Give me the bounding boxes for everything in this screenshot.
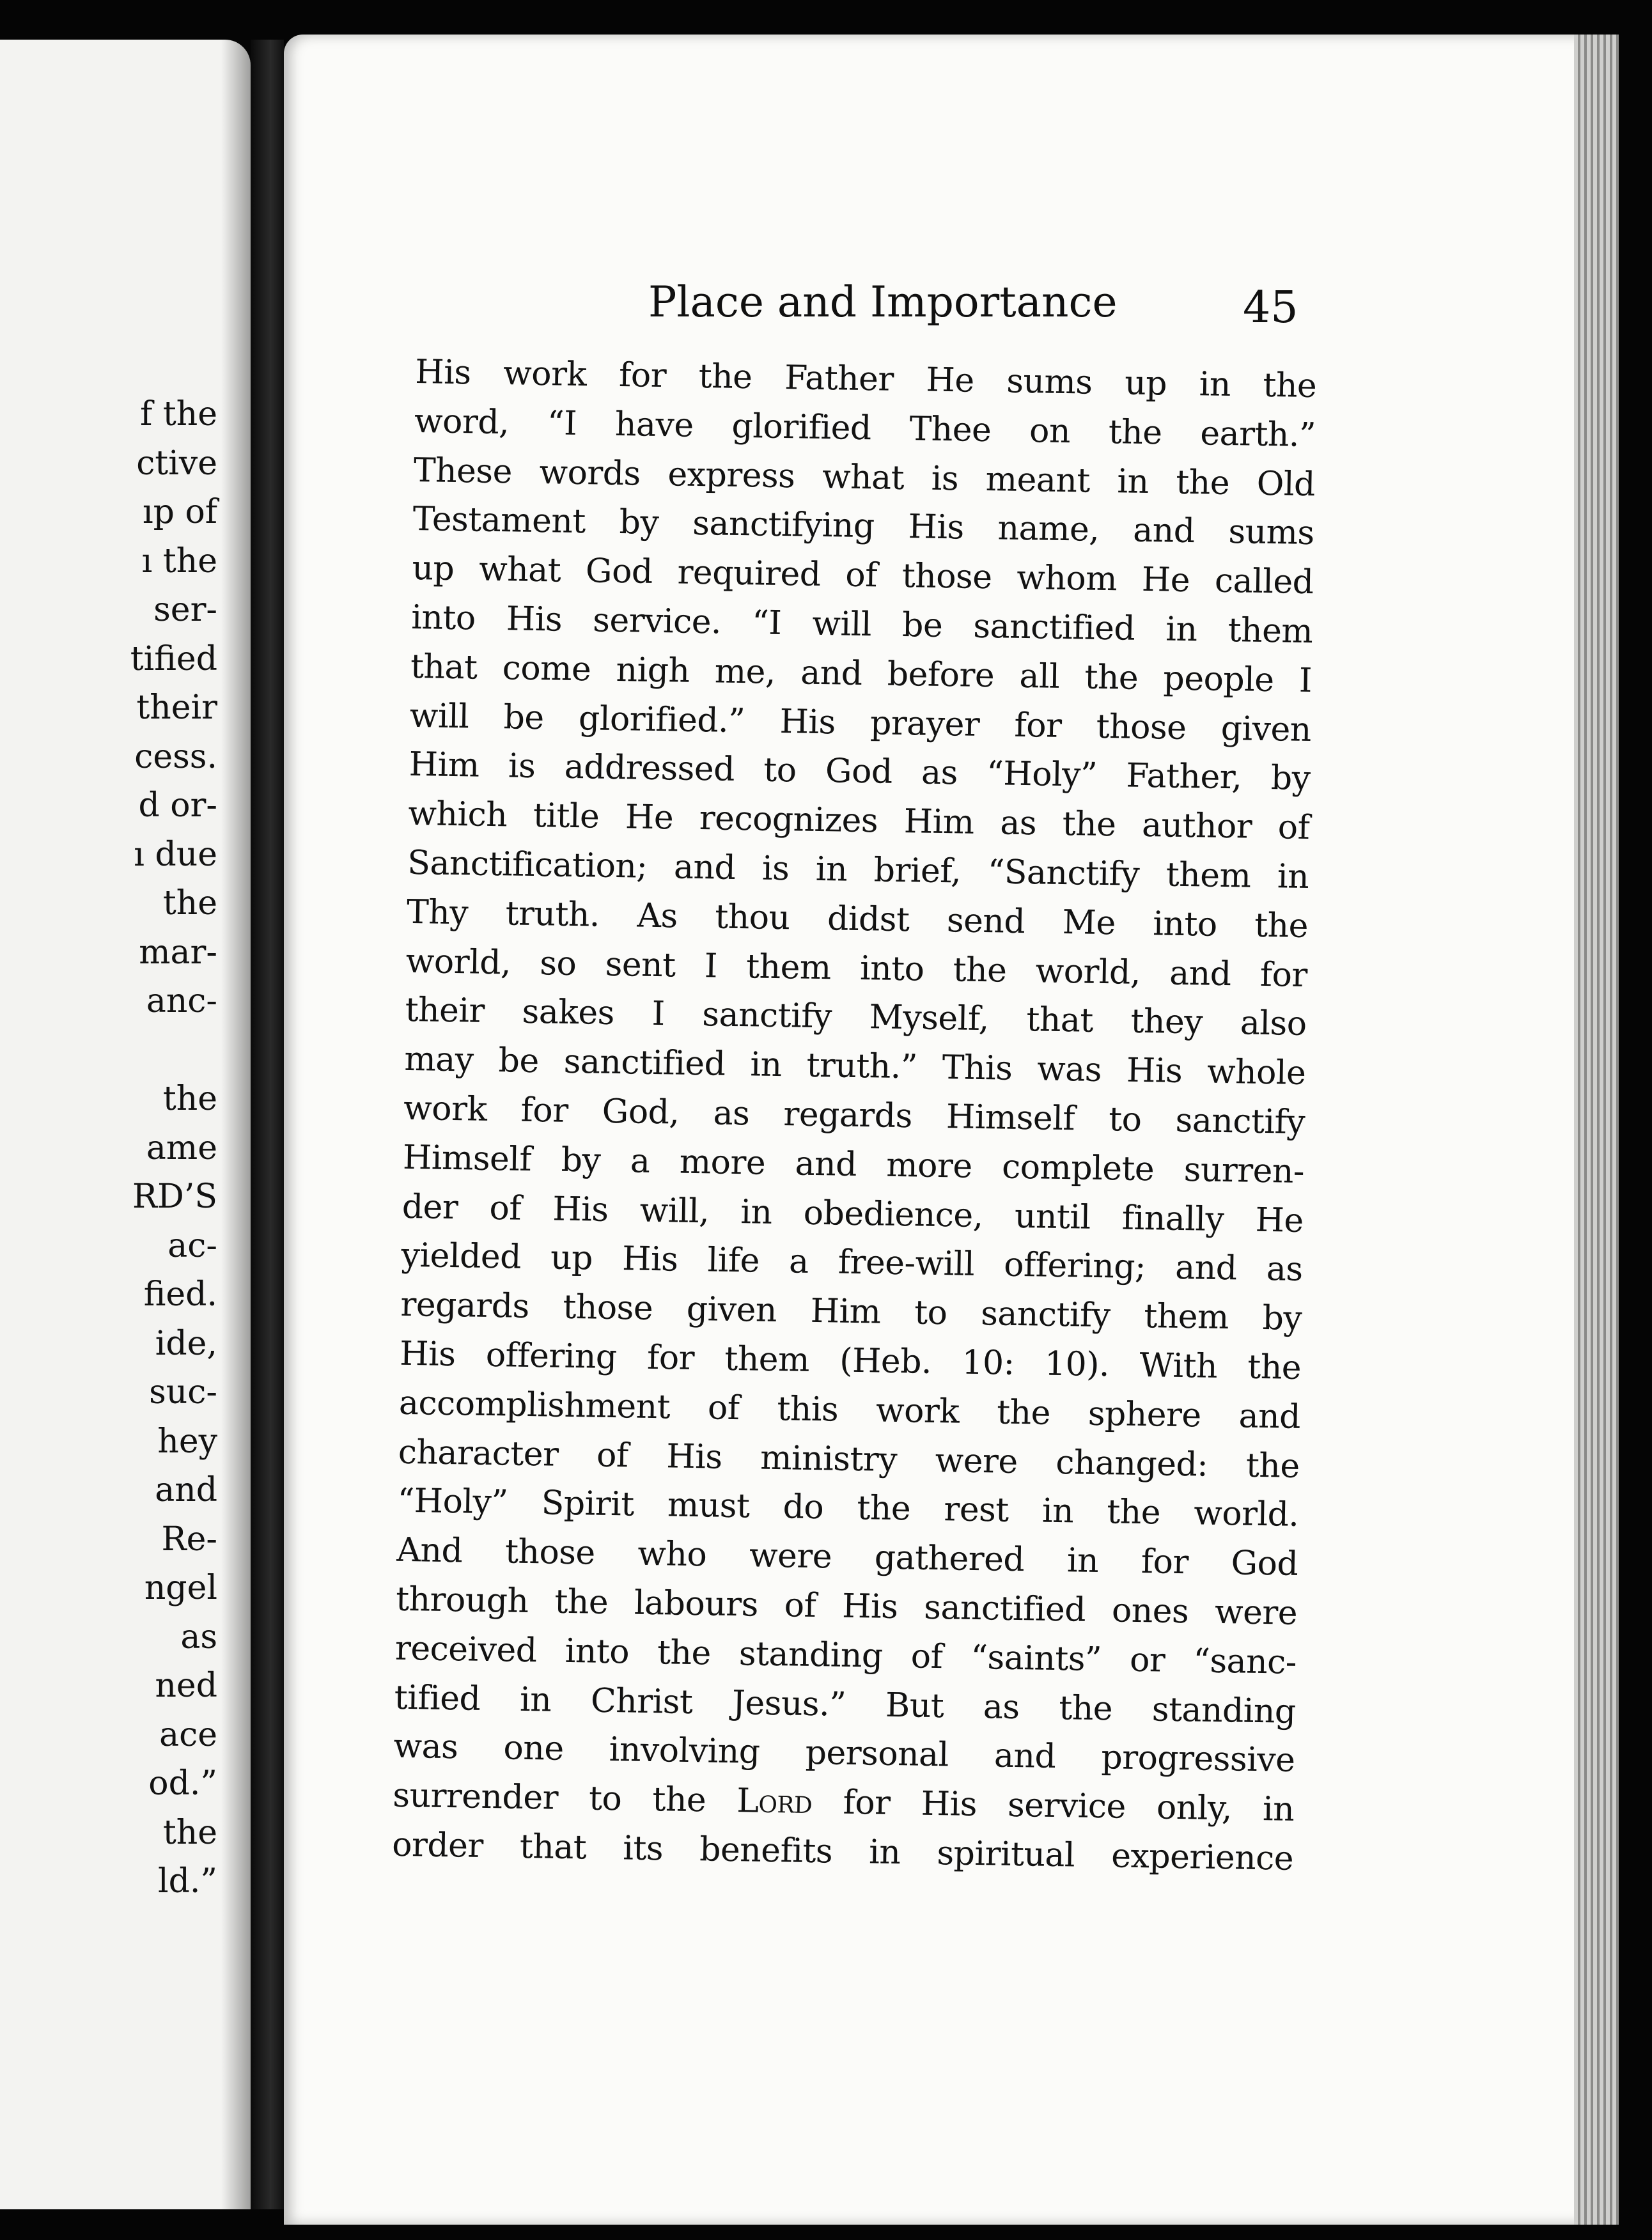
text-line: world, so sent I them into the world, and for (405, 942, 1308, 995)
text-line: yielded up His life a free-will offering; and as (401, 1236, 1303, 1289)
text-line: tified in Christ Jesus.” But as the standing (394, 1678, 1297, 1731)
text-line: into His service. “I will be sanctified in them (410, 598, 1313, 651)
text-line: order that its benefits in spiritual experience (391, 1825, 1294, 1878)
text-line: Him is addressed to God as “Holy” Father, by (409, 745, 1311, 798)
text-line: was one involving personal and progressive (393, 1727, 1295, 1780)
left-text-line: ld.” (157, 1862, 217, 1901)
left-text-line: ctive (136, 444, 217, 483)
left-text-line: fied. (143, 1275, 217, 1314)
left-text-line: Re- (161, 1520, 217, 1559)
text-line: word, “I have glorified Thee on the earth.” (414, 401, 1316, 455)
left-text-line: the (162, 884, 217, 922)
text-line: Thy truth. As thou didst send Me into the (406, 892, 1309, 945)
text-line: character of His ministry were changed: the (398, 1433, 1300, 1486)
left-text-line: ame (146, 1128, 217, 1167)
text-segment: surrender to the (392, 1776, 737, 1821)
text-line: regards those given Him to sanctify them by (400, 1285, 1302, 1339)
left-text-line: ac- (168, 1226, 217, 1265)
text-line: which title He recognizes Him as the author of (408, 795, 1310, 848)
left-text-line: mar- (139, 933, 217, 972)
text-line: Himself by a more and more complete surren- (402, 1138, 1305, 1191)
text-line: der of His will, in obedience, until finally He (401, 1187, 1304, 1240)
left-text-line: od.” (148, 1764, 217, 1803)
left-text-line: ser- (153, 591, 217, 629)
left-text-line: ide, (155, 1324, 217, 1363)
left-text-line: anc- (146, 982, 217, 1020)
left-text-line: ı the (141, 541, 217, 580)
left-text-line: ıp of (143, 493, 217, 531)
page-edges (1574, 35, 1619, 2225)
text-line: through the labours of His sanctified ones were (395, 1580, 1298, 1633)
text-line: will be glorified.” His prayer for those given (409, 696, 1312, 749)
left-page-text (0, 390, 217, 1906)
text-line: their sakes I sanctify Myself, that they also (405, 991, 1307, 1044)
book-gutter (251, 40, 284, 2209)
text-line: His work for the Father He sums up in the (414, 352, 1317, 406)
left-text-line: the (162, 1813, 217, 1852)
left-text-line: suc- (149, 1373, 217, 1412)
facing-page-left (0, 40, 251, 2209)
text-line: And those who were gathered in for God (396, 1530, 1298, 1584)
left-text-line: ı due (134, 835, 217, 874)
text-segment: for His service only, in (811, 1783, 1295, 1829)
text-line: “Holy” Spirit must do the rest in the world. (397, 1482, 1299, 1535)
left-text-line: hey (157, 1422, 217, 1461)
left-text-line: tified (130, 639, 217, 678)
left-text-line (0, 1026, 217, 1075)
left-text-line: as (180, 1617, 217, 1656)
left-text-line: their (136, 688, 217, 727)
text-line: work for God, as regards Himself to sanctify (403, 1089, 1305, 1142)
text-line: These words express what is meant in the Old (413, 451, 1316, 504)
left-text-line: RD’S (132, 1178, 217, 1216)
book-page-right (284, 35, 1619, 2225)
text-line: His offering for them (Heb. 10: 10). With the (399, 1334, 1302, 1387)
text-line: that come nigh me, and before all the people I (410, 647, 1313, 700)
left-text-line: ngel (144, 1569, 217, 1607)
left-text-line: cess. (134, 737, 217, 776)
body-text (392, 348, 1317, 1884)
left-text-line: ned (155, 1667, 217, 1705)
left-text-line: ace (159, 1715, 217, 1754)
text-line: received into the standing of “saints” or “sanc- (394, 1629, 1297, 1682)
left-text-line: f the (140, 395, 217, 433)
left-text-line: the (162, 1080, 217, 1118)
page-number: 45 (1243, 283, 1298, 333)
text-line: up what God required of those whom He called (412, 549, 1314, 602)
text-line: Testament by sanctifying His name, and sums (412, 500, 1315, 553)
text-line: accomplishment of this work the sphere and (398, 1383, 1301, 1436)
running-head: Place and Importance (648, 277, 1118, 327)
left-text-line: d or- (138, 786, 217, 825)
text-line: may be sanctified in truth.” This was His whole (404, 1040, 1306, 1093)
text-line: Sanctification; and is in brief, “Sanctify them in (407, 843, 1309, 897)
left-text-line: and (155, 1471, 217, 1509)
small-caps-lord: Lord (736, 1782, 813, 1822)
